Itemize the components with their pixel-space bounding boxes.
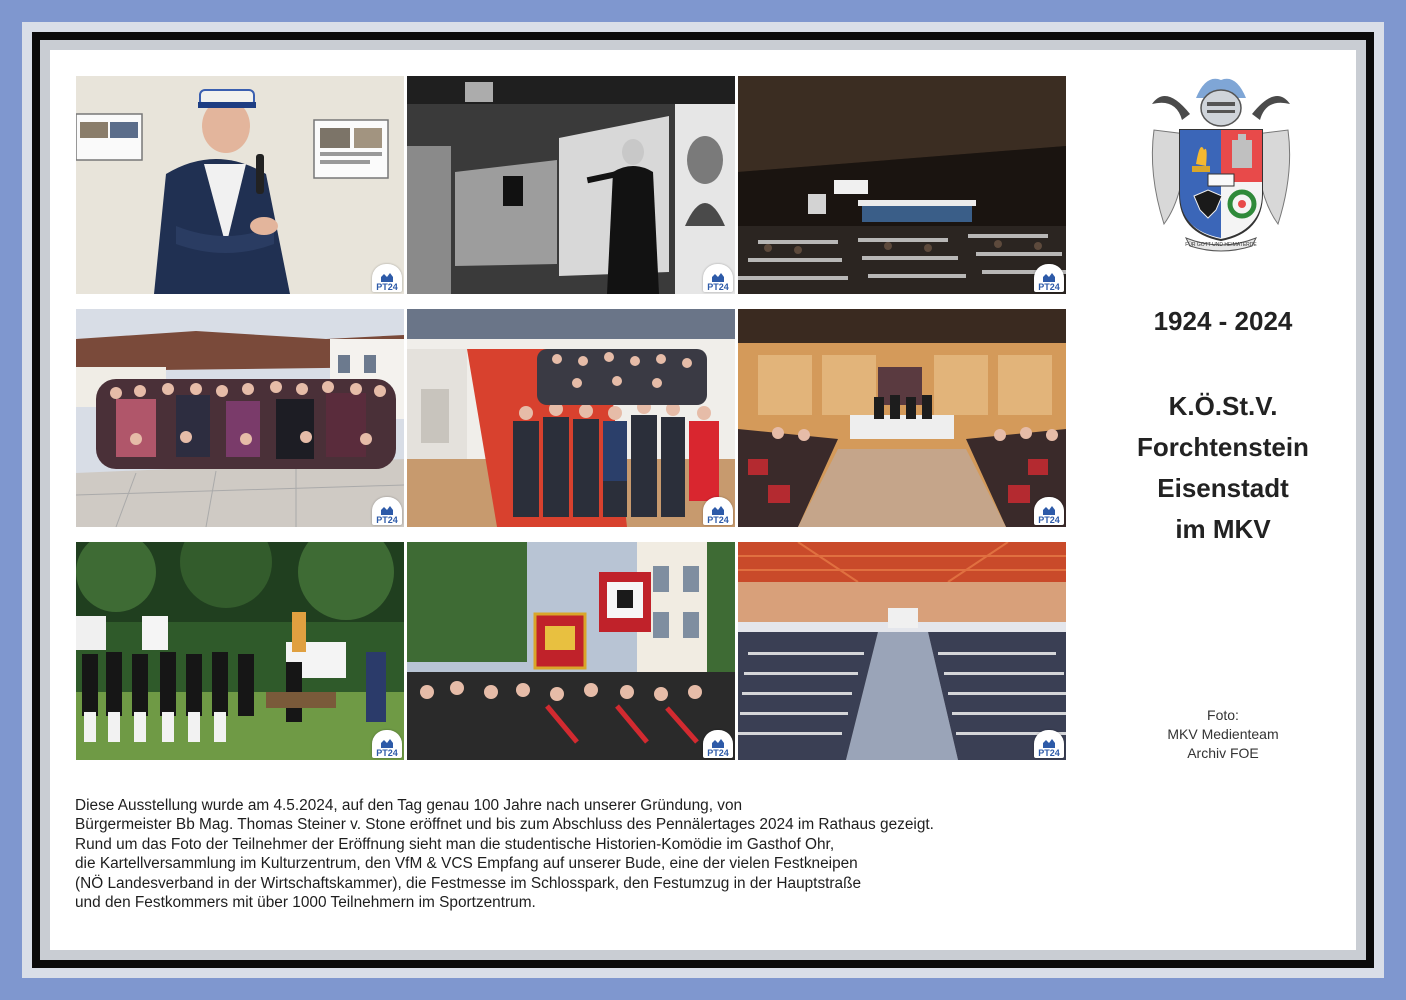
badge-text: PT24 <box>1038 515 1060 525</box>
credits-line: Foto: <box>1207 707 1239 723</box>
caption-line: Bürgermeister Bb Mag. Thomas Steiner v. Stone eröffnet und bis zum Abschluss des Pennälertages 2024 im Rathaus gezeigt. <box>75 816 934 834</box>
pennaelertag-logo-icon <box>1034 497 1064 525</box>
pennaelertag-logo-icon <box>703 264 733 292</box>
badge-text: PT24 <box>1038 748 1060 758</box>
pennaelertag-logo-icon <box>372 730 402 758</box>
caption-line: die Kartellversammlung im Kulturzentrum, den VfM & VCS Empfang auf unserer Bude, eine der vielen Festkneipen <box>75 855 858 873</box>
photo-grid <box>76 76 1066 760</box>
exhibition-caption <box>75 796 1165 912</box>
poster-sheet <box>50 50 1356 950</box>
photo-procession-main-street <box>407 542 735 760</box>
photo-open-air-mass-park <box>76 542 404 760</box>
fraternity-line: K.Ö.St.V. <box>1168 391 1278 421</box>
fraternity-line: Forchtenstein <box>1137 432 1309 462</box>
caption-line: (NÖ Landesverband in der Wirtschaftskammer), die Festmesse im Schlosspark, den Festumzug in der Hauptstraße <box>75 874 862 892</box>
badge-text: PT24 <box>376 748 398 758</box>
badge-text: PT24 <box>707 515 729 525</box>
photo-credits <box>1130 706 1316 763</box>
fraternity-line: Eisenstadt <box>1157 473 1289 503</box>
photo-sports-centre-banquet <box>738 542 1066 760</box>
badge-text: PT24 <box>707 748 729 758</box>
photo-wood-panelled-ceremony-hall <box>738 309 1066 527</box>
pennaelertag-logo-icon <box>1034 264 1064 292</box>
anniversary-years: 1924 - 2024 <box>1153 306 1293 336</box>
fraternity-name <box>1100 386 1346 550</box>
caption-line: und den Festkommers mit über 1000 Teilnehmern im Sportzentrum. <box>75 894 536 912</box>
caption-line: Rund um das Foto der Teilnehmer der Eröffnung sieht man die studentische Historien-Komödie im Gasthof Ohr, <box>75 835 835 853</box>
credits-line: Archiv FOE <box>1187 745 1259 761</box>
pennaelertag-logo-icon <box>372 497 402 525</box>
badge-text: PT24 <box>376 282 398 292</box>
badge-text: PT24 <box>376 515 398 525</box>
photo-courtyard-group-photo <box>76 309 404 527</box>
photo-assembly-hall-conference <box>738 76 1066 294</box>
caption-line: Diese Ausstellung wurde am 4.5.2024, auf den Tag genau 100 Jahre nach unserer Gründung, von <box>75 797 743 814</box>
pennaelertag-logo-icon <box>703 730 733 758</box>
fraternity-line: im MKV <box>1175 514 1271 544</box>
photo-staircase-group-photo <box>407 309 735 527</box>
credits-line: MKV Medienteam <box>1167 726 1279 742</box>
svg-text:FÜR GOTT UND HEIMATERDE: FÜR GOTT UND HEIMATERDE <box>1185 242 1257 248</box>
badge-text: PT24 <box>707 282 729 292</box>
badge-text: PT24 <box>1038 282 1060 292</box>
photo-theatre-performance-bw <box>407 76 735 294</box>
pennaelertag-logo-icon <box>372 264 402 292</box>
pennaelertag-logo-icon <box>1034 730 1064 758</box>
coat-of-arms-icon <box>1146 74 1296 252</box>
pennaelertag-logo-icon <box>703 497 733 525</box>
photo-speaker-with-microphone <box>76 76 404 294</box>
